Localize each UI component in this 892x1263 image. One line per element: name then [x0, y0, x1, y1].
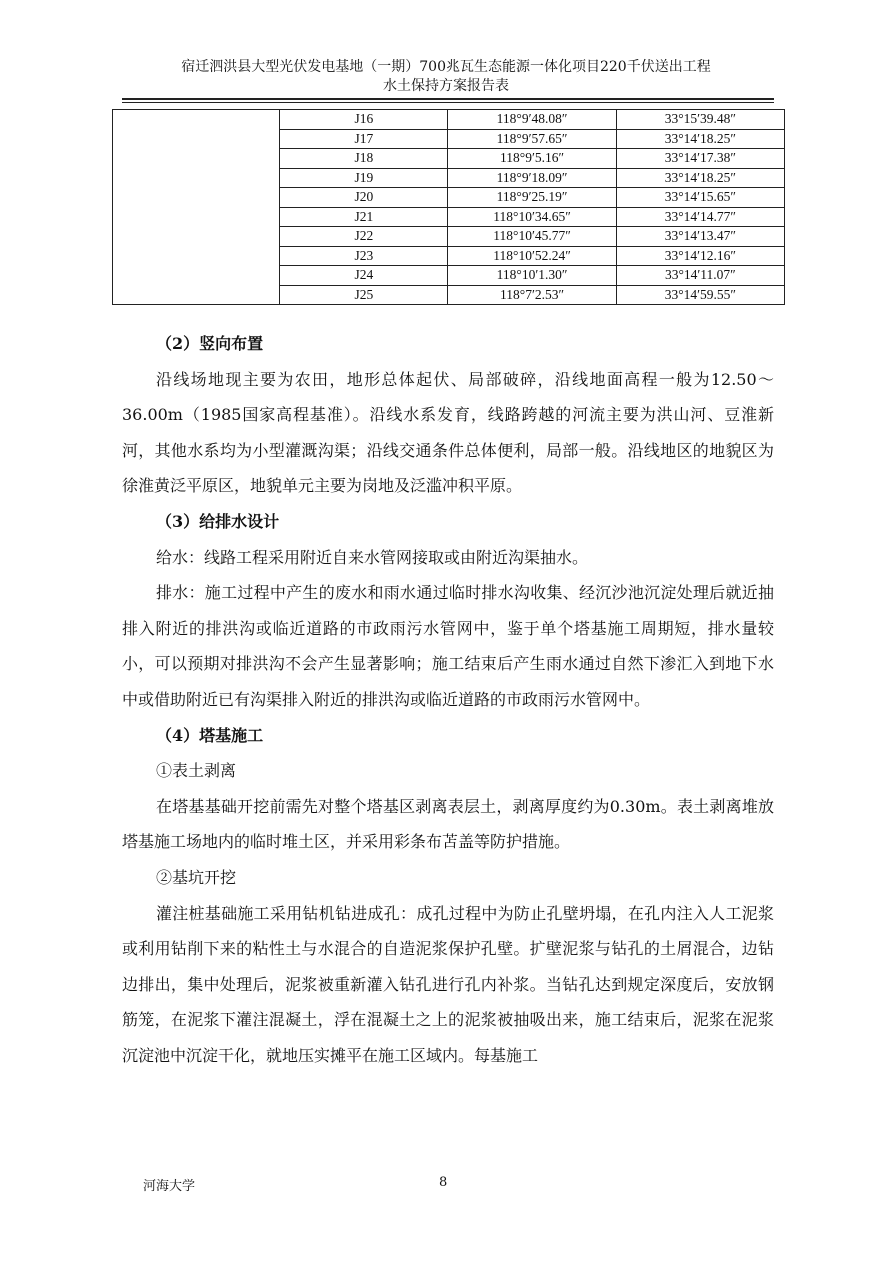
longitude-cell: 118°10′45.77″ [448, 227, 616, 247]
point-id-cell: J24 [280, 266, 448, 286]
latitude-cell: 33°14′15.65″ [616, 188, 784, 208]
subsection-topsoil-stripping: ①表土剥离 [156, 761, 237, 781]
header-project-title: 宿迁泗洪县大型光伏发电基地（一期）700兆瓦生态能源一体化项目220千伏送出工程 [181, 59, 711, 75]
longitude-cell: 118°9′57.65″ [448, 129, 616, 149]
coordinates-table [112, 109, 785, 305]
header-rule-thin [122, 102, 774, 103]
footer-organization: 河海大学 [143, 1179, 196, 1194]
longitude-cell: 118°7′2.53″ [448, 285, 616, 305]
latitude-cell: 33°14′59.55″ [616, 285, 784, 305]
longitude-cell: 118°10′34.65″ [448, 207, 616, 227]
point-id-cell: J22 [280, 227, 448, 247]
longitude-cell: 118°10′52.24″ [448, 246, 616, 266]
section-water-supply-title: （3）给排水设计 [156, 511, 280, 531]
latitude-cell: 33°14′18.25″ [616, 129, 784, 149]
longitude-cell: 118°9′5.16″ [448, 149, 616, 169]
longitude-cell: 118°9′25.19″ [448, 188, 616, 208]
main-content [122, 326, 774, 1073]
point-id-cell: J19 [280, 168, 448, 188]
latitude-cell: 33°14′17.38″ [616, 149, 784, 169]
page-header [0, 58, 892, 96]
point-id-cell: J16 [280, 110, 448, 130]
latitude-cell: 33°14′14.77″ [616, 207, 784, 227]
paragraph: 灌注桩基础施工采用钻机钻进成孔：成孔过程中为防止孔壁坍塌，在孔内注入人工泥浆或利用钻削下来的粘性土与水混合的自造泥浆保护孔壁。扩壁泥浆与钻孔的土屑混合，边钻边排出，集中处理后，泥浆被重新灌入钻孔进行孔内补浆。当钻孔达到规定深度后，安放钢筋笼，在泥浆下灌注混凝土，浮在混凝土之上的泥浆被抽吸出来，施工结束后，泥浆在泥浆沉淀池中沉淀干化，就地压实摊平在施工区域内。每基施工 [122, 903, 774, 1065]
latitude-cell: 33°14′13.47″ [616, 227, 784, 247]
point-id-cell: J20 [280, 188, 448, 208]
latitude-cell: 33°15′39.48″ [616, 110, 784, 130]
latitude-cell: 33°14′12.16″ [616, 246, 784, 266]
header-report-title: 水土保持方案报告表 [383, 78, 509, 94]
paragraph: 给水：线路工程采用附近自来水管网接取或由附近沟渠抽水。 [156, 547, 589, 567]
longitude-cell: 118°10′1.30″ [448, 266, 616, 286]
paragraph: 沿线场地现主要为农田，地形总体起伏、局部破碎，沿线地面高程一般为12.50～36.00m（1985国家高程基准）。沿线水系发育，线路跨越的河流主要为洪山河、豆淮新河，其他水系均为小型灌溉沟渠；沿线交通条件总体便利，局部一般。沿线地区的地貌区为徐淮黄泛平原区，地貌单元主要为岗地及泛滥冲积平原。 [122, 369, 774, 496]
latitude-cell: 33°14′11.07″ [616, 266, 784, 286]
point-id-cell: J25 [280, 285, 448, 305]
section-vertical-layout-title: （2）竖向布置 [156, 334, 264, 353]
point-id-cell: J17 [280, 129, 448, 149]
table-row [113, 110, 785, 130]
latitude-cell: 33°14′18.25″ [616, 168, 784, 188]
merged-label-cell [113, 110, 280, 305]
point-id-cell: J18 [280, 149, 448, 169]
paragraph: 在塔基基础开挖前需先对整个塔基区剥离表层土，剥离厚度约为0.30m。表土剥离堆放塔基施工场地内的临时堆土区，并采用彩条布苫盖等防护措施。 [122, 796, 774, 852]
header-rule [122, 98, 774, 100]
point-id-cell: J21 [280, 207, 448, 227]
longitude-cell: 118°9′48.08″ [448, 110, 616, 130]
page-number: 8 [439, 1175, 448, 1190]
section-tower-construction-title: （4）塔基施工 [156, 725, 264, 745]
longitude-cell: 118°9′18.09″ [448, 168, 616, 188]
coordinates-table-body [113, 110, 785, 305]
paragraph: 排水：施工过程中产生的废水和雨水通过临时排水沟收集、经沉沙池沉淀处理后就近抽排入附近的排洪沟或临近道路的市政雨污水管网中，鉴于单个塔基施工周期短，排水量较小，可以预期对排洪沟不会产生显著影响；施工结束后产生雨水通过自然下渗汇入到地下水中或借助附近已有沟渠排入附近的排洪沟或临近道路的市政雨污水管网中。 [122, 583, 774, 709]
point-id-cell: J23 [280, 246, 448, 266]
subsection-pit-excavation: ②基坑开挖 [156, 867, 237, 887]
